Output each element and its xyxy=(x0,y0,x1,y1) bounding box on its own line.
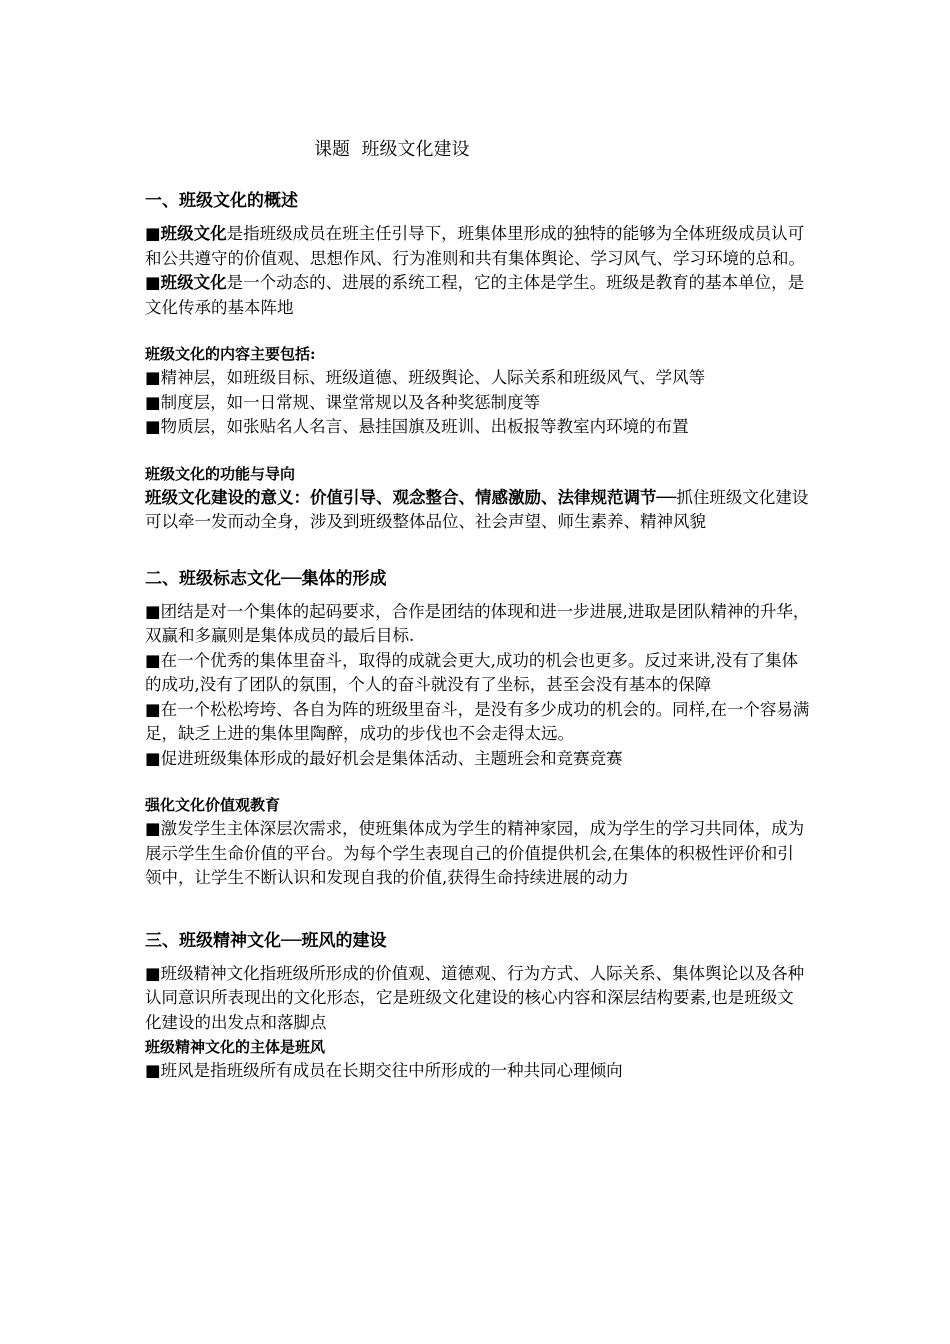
term-class-culture: 班级文化 xyxy=(160,273,227,292)
section1-heading: 一、班级文化的概述 xyxy=(145,191,298,211)
function-heading: 班级文化的功能与导向 xyxy=(145,464,296,483)
section1-paragraph-2: ■班级文化是一个动态的、进展的系统工程，它的主体是学生。班级是教育的基本单位，是文化传承的基本阵地 xyxy=(145,273,805,317)
list-item: ■团结是对一个集体的起码要求，合作是团结的体现和进一步进展,进取是团队精神的升华，双赢和多赢则是集体成员的最后目标. xyxy=(145,601,810,645)
section3-paragraph-2: ■班风是指班级所有成员在长期交往中所形成的一种共同心理倾向 xyxy=(145,1061,623,1080)
section1-paragraph-1: ■班级文化是指班级成员在班主任引导下，班集体里形成的独特的能够为全体班级成员认可和公共遵守的价值观、思想作风、行为准则和共有集体舆论、学习风气、学习环境的总和。 xyxy=(145,224,805,268)
document-body xyxy=(145,189,810,1084)
values-education-heading: 强化文化价值观教育 xyxy=(145,796,281,814)
list-item: ■制度层，如一日常规、课堂常规以及各种奖惩制度等 xyxy=(145,392,541,412)
meaning-paragraph: 班级文化建设的意义：价值引导、观念整合、情感激励、法律规范调节──抓住班级文化建设可以牵一发而动全身，涉及到班级整体品位、社会声望、师生素养、精神风貌 xyxy=(145,487,809,531)
bullet-marker: ■ xyxy=(145,273,161,292)
meaning-lead: 班级文化建设的意义：价值引导、观念整合、情感激励、法律规范调节── xyxy=(145,487,677,507)
section3-heading: 三、班级精神文化──班风的建设 xyxy=(145,930,387,951)
content-heading: 班级文化的内容主要包括: xyxy=(145,345,316,363)
list-item: ■在一个优秀的集体里奋斗，取得的成就会更大,成功的机会也更多。反过来讲,没有了集体的成功,没有了团队的氛围，个人的奋斗就没有了坐标，甚至会没有基本的保障 xyxy=(145,650,799,694)
list-item: ■精神层，如班级目标、班级道德、班级舆论、人际关系和班级风气、学风等 xyxy=(145,368,706,387)
values-education-paragraph: ■激发学生主体深层次需求，使班集体成为学生的精神家园，成为学生的学习共同体，成为展示学生生命价值的平台。为每个学生表现自己的价值提供机会,在集体的积极性评价和引领中，让学生不断认识和发现自我的价值,获得生命持续进展的动力 xyxy=(145,819,805,887)
document-title: 课题 班级文化建设 xyxy=(314,139,470,160)
list-item: ■物质层，如张贴名人名言、悬挂国旗及班训、出板报等教室内环境的布置 xyxy=(145,417,689,436)
class-spirit-heading: 班级精神文化的主体是班风 xyxy=(145,1038,326,1056)
bullet-marker: ■ xyxy=(145,224,161,243)
section3-paragraph-1: ■班级精神文化指班级所形成的价值观、道德观、行为方式、人际关系、集体舆论以及各种认同意识所表现出的文化形态，它是班级文化建设的核心内容和深层结构要素,也是班级文化建设的出发点和落脚点 xyxy=(145,963,805,1032)
list-item: ■在一个松松垮垮、各自为阵的班级里奋斗，是没有多少成功的机会的。同样,在一个容易满足，缺乏上进的集体里陶醉，成功的步伐也不会走得太远。 xyxy=(145,699,810,743)
term-class-culture: 班级文化 xyxy=(160,224,227,243)
section2-heading: 二、班级标志文化──集体的形成 xyxy=(145,568,387,589)
list-item: ■促进班级集体形成的最好机会是集体活动、主题班会和竞赛竞赛 xyxy=(145,748,623,768)
